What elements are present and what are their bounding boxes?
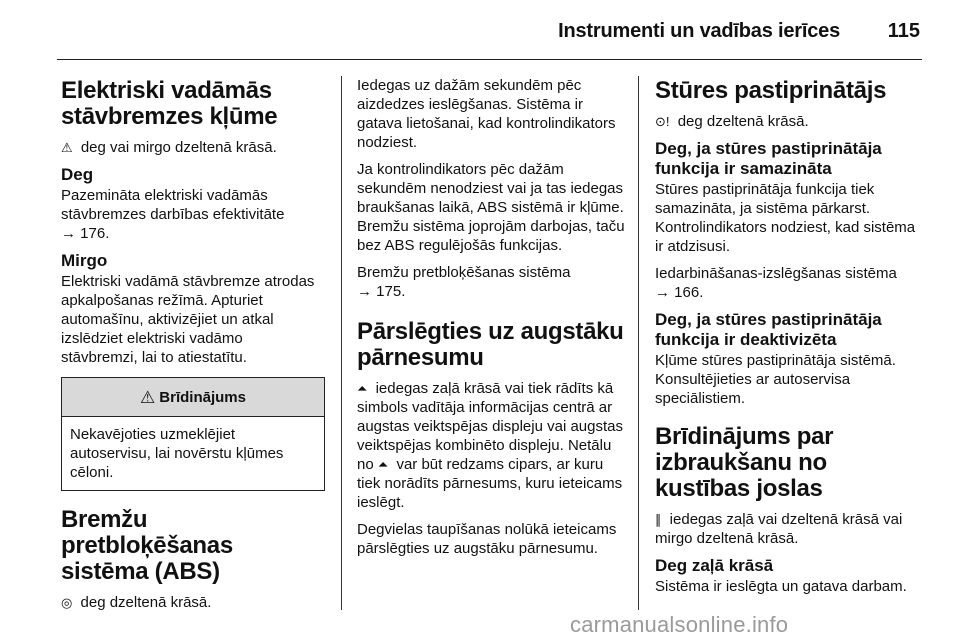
deg-text: Pazemināta elektriski vadāmās stāvbremzes darbības efektivitāte (61, 187, 285, 223)
parking-brake-intro (61, 138, 323, 157)
abs-page-reference: → 175. (357, 283, 406, 300)
page-number: 115 (887, 20, 920, 42)
shift-up-text-after: var būt redzams cipars, ar kuru tiek norādīts pārnesums, kuru ieteicams ieslēgt. (357, 456, 623, 511)
abs-icon: ◎ (61, 595, 73, 610)
parking-brake-warning-icon: ⚠ (61, 140, 73, 155)
warning-box (61, 377, 325, 491)
shift-up-text-before: iedegas zaļā krāsā vai tiek rādīts kā simbols vadītāja informācijas centrā ar augstas veiktspējas displeju vai augstas veiktspējas kombinēto displeju. Netālu no (357, 380, 623, 473)
warning-triangle-icon: ⚠ (140, 387, 156, 407)
watermark: carmanualsonline.info (570, 612, 789, 637)
page-header (0, 0, 960, 60)
deactivated-function-text: Kļūme stūres pastiprinātāja sistēmā. Konsultējieties ar autoservisa speciālistiem. (655, 352, 896, 407)
section-title-shift-up: Pārslēgties uz augstāku pārnesumu (357, 318, 624, 371)
parking-brake-intro-text: deg vai mirgo dzeltenā krāsā. (80, 139, 277, 156)
reduced-function-text: Stūres pastiprinātāja funkcija tiek samazināta, ja sistēma pārkarst. Kontrolindikators nodziest, kad sistēma ir atdzisusi. (655, 181, 916, 255)
shift-up-arrow-icon: ⏶ (357, 381, 368, 396)
warning-header (62, 378, 324, 417)
power-steering-intro (655, 112, 927, 131)
heading-deg: Deg (61, 165, 94, 184)
heading-reduced-function: Deg, ja stūres pastiprinātāja funkcija ir samazināta (655, 139, 882, 178)
abs-intro-text: deg dzeltenā krāsā. (80, 594, 212, 611)
mirgo-text: Elektriski vadāmā stāvbremze atrodas apkalpošanas režīmā. Apturiet automašīnu, aktivizējiet un atkal izslēdziet elektriski vadāmo stāvbremzi, lai to atiestatītu. (61, 273, 315, 366)
deg-paragraph (61, 186, 323, 243)
stop-start-reference-paragraph (655, 264, 927, 302)
column-3 (655, 76, 927, 604)
deg-page-reference: → 176. (61, 225, 110, 242)
column-2 (357, 76, 629, 566)
section-title-lane-departure: Brīdinājums par izbraukšanu no kustības joslas (655, 423, 834, 502)
abs-intro (61, 593, 323, 612)
warning-title: Brīdinājums (159, 388, 246, 406)
green-text: Sistēma ir ieslēgta un gatava darbam. (655, 578, 907, 595)
shift-up-paragraph-1 (357, 379, 629, 512)
abs-paragraph-2: Ja kontrolindikators pēc dažām sekundēm nenodziest vai ja tas iedegas braukšanas laikā, ABS sistēmā ir kļūme. Bremžu sistēma joprojām darbojas, taču bez ABS regulējošās funkcijas. (357, 161, 625, 254)
warning-text: Nekavējoties uzmeklējiet autoservisu, lai novērstu kļūmes cēloni. (70, 426, 284, 481)
heading-mirgo: Mirgo (61, 251, 108, 270)
heading-deactivated-function: Deg, ja stūres pastiprinātāja funkcija ir deaktivizēta (655, 310, 882, 349)
shift-up-arrow-icon-inline: ⏶ (377, 457, 389, 472)
lane-departure-intro-text: iedegas zaļā vai dzeltenā krāsā vai mirgo dzeltenā krāsā. (655, 511, 903, 547)
lane-departure-intro (655, 510, 927, 548)
lane-departure-icon: ∥ (655, 512, 662, 527)
abs-reference-paragraph (357, 263, 629, 301)
power-steering-icon: ⊙! (655, 114, 670, 129)
page-header-title: Instrumenti un vadības ierīces (558, 20, 840, 42)
power-steering-intro-text: deg dzeltenā krāsā. (677, 113, 809, 130)
section-title-power-steering: Stūres pastiprinātājs (655, 77, 887, 104)
section-title-abs: Bremžu pretbloķēšanas sistēma (ABS) (61, 506, 233, 585)
header-divider (57, 59, 922, 60)
stop-start-page-reference: → 166. (655, 284, 704, 301)
stop-start-reference-text: Iedarbināšanas-izslēgšanas sistēma (655, 265, 897, 282)
column-divider-1 (341, 76, 342, 610)
shift-up-paragraph-2: Degvielas taupīšanas nolūkā ieteicams pārslēgties uz augstāku pārnesumu. (357, 521, 617, 557)
section-title-parking-brake-fault: Elektriski vadāmās stāvbremzes kļūme (61, 77, 278, 130)
heading-green: Deg zaļā krāsā (655, 556, 774, 575)
abs-paragraph-1: Iedegas uz dažām sekundēm pēc aizdedzes ieslēgšanas. Sistēma ir gatava lietošanai, kad kontrolindikators nodziest. (357, 77, 616, 151)
column-divider-2 (638, 76, 639, 610)
abs-reference-text: Bremžu pretbloķēšanas sistēma (357, 264, 571, 281)
column-1 (61, 76, 323, 620)
